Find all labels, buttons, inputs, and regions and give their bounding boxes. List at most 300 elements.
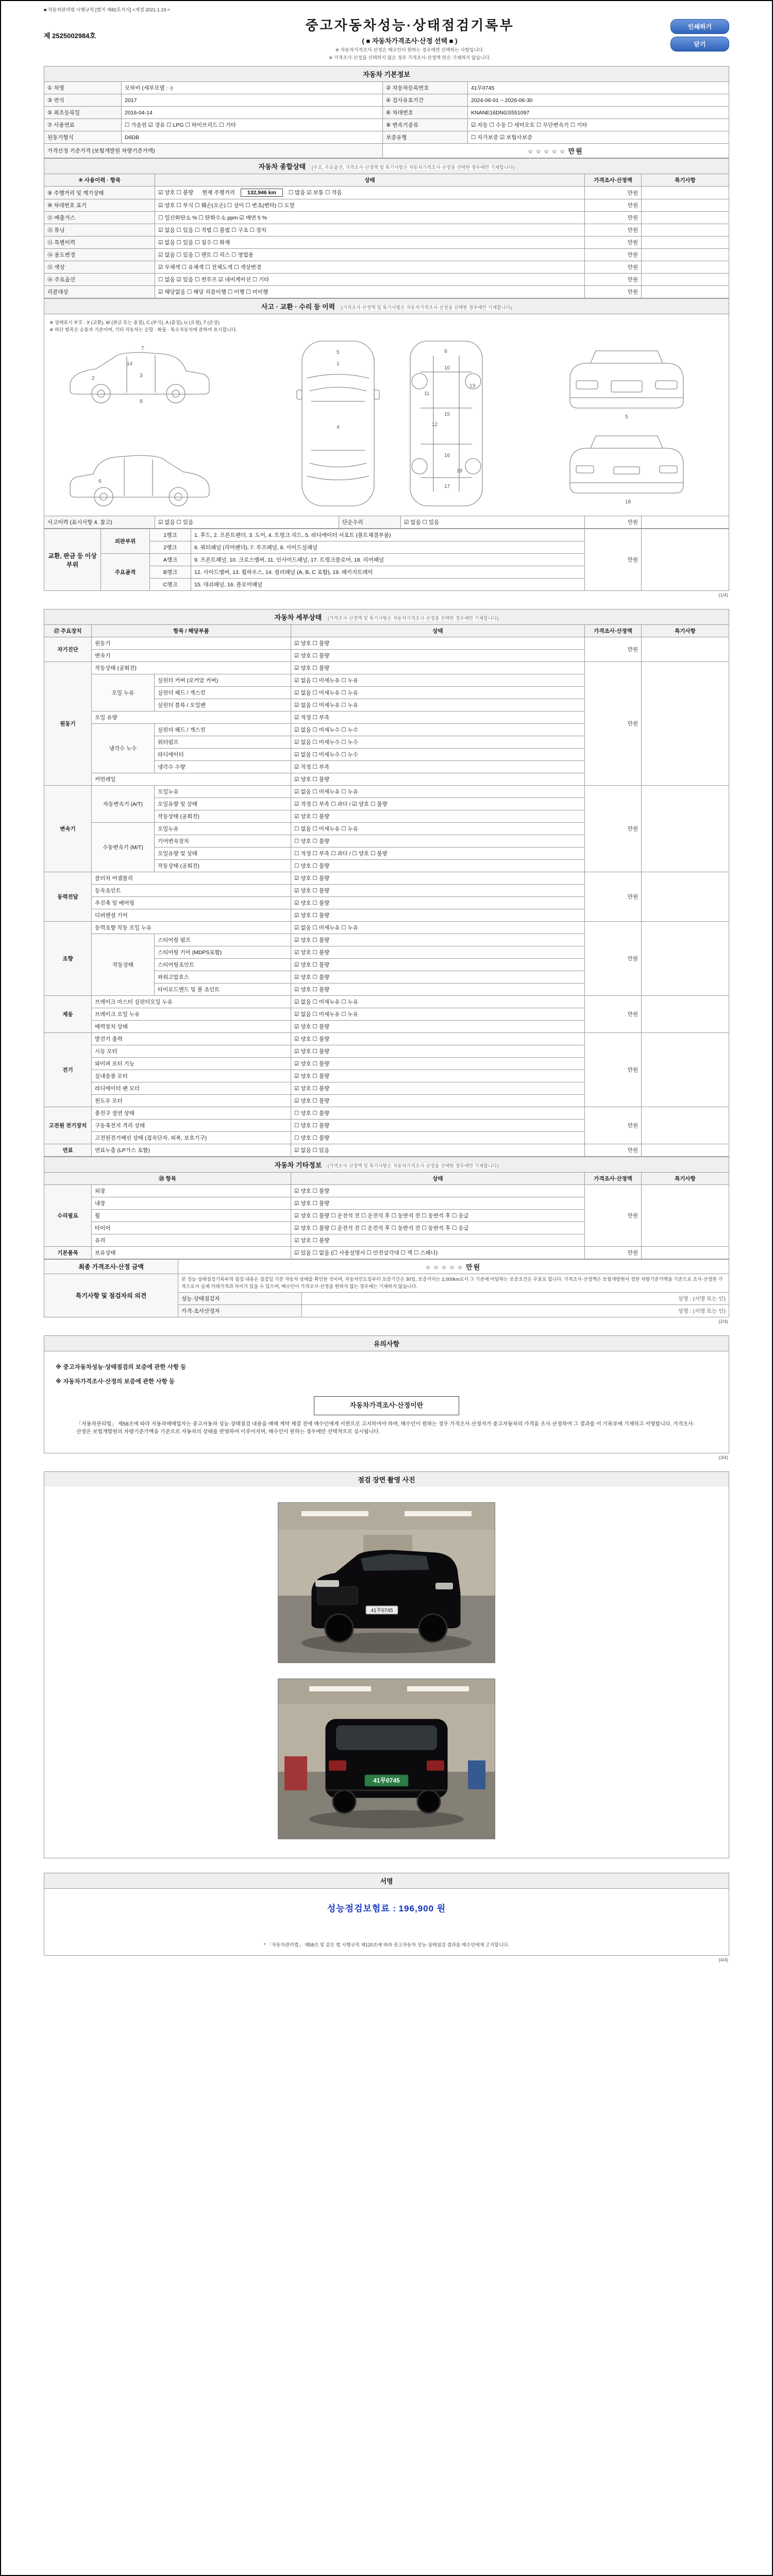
comprehensive-state-table [44,174,729,298]
label-cell: ⑬ 특별이력 [44,236,155,249]
label-cell: ⑧ 변속기종류 [383,119,468,131]
part-cell: 작동상태 (공회전) [155,860,291,872]
part-cell: 워터펌프 [155,736,291,749]
part-cell: 스티어링 펌프 [155,934,291,946]
appraiser-label: 가격·조사산정자 [178,1305,302,1317]
state-cell: ☑ 양호 ☐ 불량 [291,1082,585,1095]
part-cell: 스티어링 기어 (MDPS포함) [155,946,291,959]
price-appraisal-definition-title: 자동차가격조사·산정이란 [314,1396,459,1415]
item-cell: 구동축전지 격리 상태 [92,1120,291,1132]
state-cell: ☑ 양호 ☐ 불량 [291,1045,585,1058]
misc-info-table [44,1172,729,1259]
item-cell: 충전구 절연 상태 [92,1107,291,1120]
label-cell: ③ 연식 [44,94,122,107]
table-row [44,82,729,94]
item-cell: 디퍼렌셜 기어 [92,909,291,922]
state-cell: ☑ 양호 ☐ 불량 [291,872,585,885]
price-cell: 만원 [585,1107,642,1144]
note-cell [642,1144,729,1157]
state-cell: ☑ 양호 ☐ 불량 [291,909,585,922]
price-appraisal-definition-text: 「자동차관리법」 제58조에 따라 자동차매매업자는 중고자동차 성능·상태점검 내용을 매매 계약 체결 전에 매수인에게 서면으로 고지하여야 하며, 매수인이 원하는 경우 가격조사·산정자가 중고자동차의 가격을 조사·산정하여 그 결과를 이 기록부에 기재하고 서명합니다. 가격조사·산정은 보험개발원의 차량기준가액을 기준으로 자동차의 상태를 반영하여 이루어지며, 매수인이 원하는 경우에만 선택적으로 실시됩니다. [76,1421,695,1435]
note-cell [642,261,729,274]
label-cell: ⑮ 색상 [44,261,155,274]
rank-cell: C랭크 [150,579,191,591]
state-cell: ☑ 적정 ☐ 부족 ☐ 과다 / ☑ 양호 ☐ 불량 [291,798,585,810]
diagram-number: 17 [444,484,450,489]
part-cell: 실린더 커버 (로커암 커버) [155,674,291,687]
state-cell: ☑ 없음 ☐ 미세누수 ☐ 누수 [291,749,585,761]
sub-cell: 냉각수 누수 [92,724,155,773]
note-cell [642,224,729,236]
table-row [44,516,729,529]
state-cell: ☑ 양호 ☐ 불량 [291,637,585,650]
part-cell: 기어변속장치 [155,835,291,848]
value-cell: ☐ 가솔린 ☑ 경유 ☐ LPG ☐ 하이브리드 ☐ 기타 [122,119,383,131]
state-cell: ☐ 없음 ☐ 미세누유 ☐ 누유 [291,823,585,835]
note-cell [642,922,729,996]
item-cell: 실내송풍 모터 [92,1070,291,1082]
rank-cell: B랭크 [150,566,191,579]
note-cell [642,249,729,261]
label-cell: 원동기형식 [44,131,122,144]
header-cell: 상태 [291,1173,585,1185]
state-cell: ☑ 양호 ☐ 불량 [291,934,585,946]
rear-plate-text: 41무0745 [373,1776,400,1784]
state-cell: ☑ 양호 ☐ 불량 [291,810,585,823]
label-cell: ⑯ 주요옵션 [44,274,155,286]
items-cell: 9. 프론트패널, 10. 크로스멤버, 11. 인사이드패널, 17. 트렁크플로어, 18. 리어패널 [191,554,585,566]
sub-cell: 오일 누유 [92,674,155,711]
section-basic-title [44,66,729,81]
label-cell: ⑪ 배출가스 [44,212,155,224]
state-cell: ☑ 양호 ☐ 불량 [291,1033,585,1045]
exchange-label-cell: 교환, 판금 등 이상 부위 [44,529,101,591]
header-cell: ⑱ 항목 [44,1173,291,1185]
odometer-value: 132,946 km [241,189,283,197]
page-marker: (3/4) [718,1454,728,1460]
state-cell: ☑ 적정 ☐ 부족 [291,711,585,724]
front-plate-text: 41무0745 [371,1607,393,1614]
diagram-number: 14 [127,361,133,367]
note-cell [642,1033,729,1107]
state-cell: ☑ 양호 ☐ 불량 [291,984,585,996]
item-cell: 시동 모터 [92,1045,291,1058]
label-cell: ⑨ 주행거리 및 계기상태 [44,187,155,199]
inspection-photo-front [278,1502,495,1663]
value-cell: D6DB [122,131,383,144]
table-row [44,1033,729,1045]
section-misc-title [44,1157,729,1172]
table-row [44,119,729,131]
notices-part1-title: ※ 중고자동차성능·상태점검의 보증에 관한 사항 등 [56,1364,187,1370]
header-cell: 상태 [291,625,585,637]
state-cell: ☑ 양호 ☐ 부식 ☐ 훼손(오손) ☐ 상이 ☐ 변조(변타) ☐ 도말 [155,199,585,212]
state-cell: ☑ 양호 ☐ 불량 [291,946,585,959]
item-cell: 오일 유량 [92,711,291,724]
table-row [44,187,729,199]
part-cell: 오일누유 [155,786,291,798]
part-cell: 오일누유 [155,823,291,835]
price-cell: 만원 [585,996,642,1033]
part-cell: 라디에이터 [155,749,291,761]
table-row [44,922,729,934]
state-cell: ☑ 있음 ☐ 없음 (☐ 사용설명서 ☐ 안전삼각대 ☐ 잭 ☐ 스패너) [291,1247,585,1259]
page-marker: (2/4) [718,1319,728,1324]
state-cell: ☑ 양호 ☐ 불량 [291,897,585,909]
diagram-number: 18 [625,499,631,505]
value-cell: 2016-04-14 [122,107,383,119]
section-photos-title: 점검 장면 촬영 사진 [44,1471,729,1487]
exchange-rank-table [44,529,729,591]
label-cell: 가격산정 기준가격 (보험개발원 차량기준가액) [44,144,383,158]
state-cell: ☐ 양호 ☐ 불량 [291,1107,585,1120]
item-cell: 휠 [92,1210,291,1222]
dev-cell: 조향 [44,922,92,996]
item-cell: 브레이크 마스터 실린더오일 누유 [92,996,291,1008]
item-cell: 배력장치 상태 [92,1021,291,1033]
state-cell: ☑ 양호 ☐ 불량 [291,1058,585,1070]
items-cell: 6. 쿼터패널 (리어펜더), 7. 루프패널, 8. 사이드실패널 [191,541,585,554]
price-cell: 만원 [585,1247,642,1259]
table-header-row [44,174,729,187]
diagram-number: 5 [337,350,340,355]
note-cell [642,212,729,224]
table-header-row [44,625,729,637]
state-cell: ☑ 없음 ☐ 미세누유 ☐ 누유 [291,674,585,687]
page-marker: (4/4) [718,1957,728,1962]
section-note: (가격조사·산정액 및 특기사항은 자동차가격조사·산정을 선택한 경우에만 기재합니다) [327,1163,499,1168]
item-cell: 보유상태 [92,1247,291,1259]
label-cell: ④ 검사유효기간 [383,94,468,107]
rank-cell: 1랭크 [150,529,191,541]
state-cell: ☐ 양호 ☐ 불량 [291,1132,585,1144]
state-cell: ☑ 없음 ☐ 미세누유 ☐ 누유 [291,786,585,798]
accident-history-table [44,516,729,529]
price-cell: 만원 [585,236,642,249]
dev-cell: 고전원 전기장치 [44,1107,92,1144]
table-row [44,274,729,286]
table-row [44,1107,729,1120]
value-cell: 2017 [122,94,383,107]
note-cell [642,872,729,922]
part-cell: 실린더 블록 / 오일팬 [155,699,291,711]
item-cell: 등속조인트 [92,885,291,897]
table-row [44,1260,729,1274]
document-header [44,15,729,61]
title-block [160,15,660,61]
diagram-number: 4 [337,425,340,430]
section-note: (주요, 주요옵션, 가격조사·산정액 및 특기사항은 자동차가격조사·산정을 선택한 경우에만 기재합니다) [311,165,515,170]
appraiser-sign-cell: 성명 : (서명 또는 인) [302,1305,729,1317]
state-cell: ☑ 해당없음 ☐ 해당 리콜이행 ☐ 이행 ☐ 미이행 [155,286,585,298]
table-row [44,786,729,798]
notices-title: 유의사항 [44,1336,729,1351]
state-cell: ☑ 양호 ☐ 불량 ☐ 운전석 전 ☐ 운전석 후 ☐ 동반석 전 ☐ 동반석 후 ☐ 응급 [291,1222,585,1234]
print-button[interactable]: 인쇄하기 [670,19,729,34]
section-title-text: 자동차 종합상태 [258,163,306,171]
label-cell: 리콜대상 [44,286,155,298]
note-cell [642,637,729,662]
final-amount-table [44,1259,729,1317]
state-cell: ☑ 양호 ☐ 불량 [291,773,585,786]
state-cell: ☑ 양호 ☐ 불량 [291,1070,585,1082]
state-cell: ☑ 양호 ☐ 불량 [291,959,585,971]
state-cell: ☑ 양호 ☐ 불량 ☐ 운전석 전 ☐ 운전석 후 ☐ 동반석 전 ☐ 동반석 후 ☐ 응급 [291,1210,585,1222]
group-cell: 외판부위 [101,529,150,554]
basic-info-table [44,81,729,158]
table-row [44,996,729,1008]
insurance-premium-label: 성능점검보험료 : [327,1903,397,1913]
dev-cell: 동력전달 [44,872,92,922]
state-cell: ☑ 무채색 ☐ 유채색 ☐ 전체도색 ☐ 색상변경 [155,261,585,274]
header-cell: 항목 / 해당부품 [92,625,291,637]
page-subtitle: ( ■ 자동차가격조사·산정 선택 ■ ) [362,37,458,45]
notices-box [44,1335,729,1453]
base-price-cell: ○ ○ ○ ○ ○ 만원 [383,144,729,158]
item-cell: 원동기 [92,637,291,650]
diagram-number: 13 [469,383,476,389]
label-cell: ⑥ 차대번호 [383,107,468,119]
misc-table-body [44,1185,729,1259]
dev-cell: 원동기 [44,662,92,786]
price-cell: 만원 [585,872,642,922]
table-row [44,662,729,674]
table-row [44,131,729,144]
table-row [44,637,729,650]
label-cell: 단순수리 [339,516,401,529]
item-cell: 고전원전기배선 상태 (접속단자, 피복, 보호기구) [92,1132,291,1144]
price-cell: 만원 [585,1144,642,1157]
part-cell: 파워고압호스 [155,971,291,984]
part-cell: 냉각수 수량 [155,761,291,773]
sub-cell: 작동상태 [92,934,155,996]
damage-diagram-area [44,314,729,516]
item-cell: 커먼레일 [92,773,291,786]
state-cell: ☑ 양호 ☐ 불량 [291,650,585,662]
section-comp-title [44,158,729,174]
price-cell: 만원 [585,637,642,662]
price-cell: 만원 [585,1033,642,1107]
inspector-sign-cell: 성명 : (서명 또는 인) [302,1293,729,1305]
car-side-view-diagram-2 [70,455,209,506]
diagram-number: 6 [98,479,102,484]
dev-cell: 연료 [44,1144,92,1157]
photos-area [44,1487,729,1858]
note-cell [642,187,729,199]
inspection-photo-rear [278,1679,495,1839]
subtitle-note-1: ※ 자동차가격조사·산정은 매수인이 원하는 경우에만 선택하는 사항입니다. [335,47,484,53]
dev-cell: 변속기 [44,786,92,872]
form-reference: ■ 자동차관리법 시행규칙 [별지 제82호서식] <개정 2021.1.19.> [44,7,170,12]
value-cell: 모하비 (세부모델 : -) [122,82,383,94]
diagram-number: 2 [92,376,95,381]
part-cell: 타이로드엔드 및 볼 조인트 [155,984,291,996]
note-cell [642,1185,729,1247]
table-row [44,286,729,298]
table-row [44,236,729,249]
diagram-number: 10 [444,365,450,371]
price-cell: 만원 [585,786,642,872]
header-cell: 상태 [155,174,585,187]
header-cell: ⑰ 주요장치 [44,625,92,637]
header-cell: 특기사항 [642,625,729,637]
label-cell: 사고이력 (표시사항 4. 참고) [44,516,155,529]
section-detail-title [44,609,729,624]
dev-cell: 수리필요 [44,1185,92,1247]
label-cell: 보증유형 [383,131,468,144]
state-cell: ☑ 없음 ☐ 있음 [401,516,585,529]
note-cell [642,274,729,286]
item-cell: 유리 [92,1234,291,1247]
state-cell [155,187,585,199]
note-cell [642,786,729,872]
price-cell: 만원 [585,286,642,298]
state-cell: ☑ 없음 ☐ 미세누유 ☐ 누유 [291,687,585,699]
value-cell: 2024-06-01 ~ 2026-06-30 [468,94,729,107]
car-rear-view-diagram [570,436,683,493]
doc-number: 제 2525002984호 [44,32,96,40]
note-cell [642,1107,729,1144]
signature-area [44,1889,729,1937]
item-cell: 내장 [92,1197,291,1210]
diagram-number: 8 [140,399,143,404]
rank-cell: 2랭크 [150,541,191,554]
state-cell: ☐ 양호 ☐ 불량 [291,860,585,872]
page-marker: (1/4) [718,592,728,598]
table-row [44,249,729,261]
diagram-number: 5 [625,414,628,420]
state-cell: ☑ 없음 ☐ 미세누유 ☐ 누유 [291,996,585,1008]
table-header-row [44,1173,729,1185]
table-row [44,872,729,885]
rank-cell: A랭크 [150,554,191,566]
document [44,6,729,1962]
table-row [44,529,729,541]
item-cell: 윈도우 모터 [92,1095,291,1107]
value-cell: KNANE16DNGS551097 [468,107,729,119]
section-title-text: 자동차 세부상태 [274,614,322,621]
group-cell: 주요골격 [101,554,150,591]
car-front-view-diagram [570,351,683,408]
dev-cell: 자기진단 [44,637,92,662]
table-row [44,1247,729,1259]
state-cell: ☑ 양호 ☐ 불량 [291,885,585,897]
state-cell: ☑ 양호 ☐ 불량 [291,1021,585,1033]
header-buttons [660,15,729,52]
mileage-level: ☐ 많음 ☑ 보통 ☐ 적음 [288,190,342,196]
part-cell: 실린더 헤드 / 개스킷 [155,687,291,699]
section-title-text: 사고 · 교환 · 수리 등 이력 [261,303,335,311]
note-cell [642,286,729,298]
state-cell: ☑ 양호 ☐ 불량 [291,1234,585,1247]
car-damage-diagram [49,333,724,514]
item-cell: 브레이크 오일 누유 [92,1008,291,1021]
price-cell: 만원 [585,212,642,224]
header-cell: ⑨ 사용이력 · 항목 [44,174,155,187]
state-cell: ☑ 없음 ☐ 있음 ☐ 침수 ☐ 화재 [155,236,585,249]
diagram-number: 11 [424,391,430,397]
price-cell: 만원 [585,261,642,274]
price-cell: 만원 [585,662,642,786]
state-cell: ☐ 일산화탄소 % ☐ 탄화수소 ppm ☑ 매연 5 % [155,212,585,224]
close-button[interactable]: 닫기 [670,37,729,52]
items-cell: 12. 사이드멤버, 13. 휠하우스, 14. 필러패널 (A, B, C 포함), 19. 패키지트레이 [191,566,585,579]
diagram-number: 12 [432,422,438,428]
value-cell: ☐ 자가보증 ☑ 보험사보증 [468,131,729,144]
diagram-number: 3 [140,373,143,379]
mileage-state: ☑ 양호 ☐ 불량 [158,190,194,196]
diagram-number: 9 [444,349,447,354]
table-row [44,1185,729,1197]
state-cell: ☑ 없음 ☐ 미세누유 ☐ 누유 [291,1008,585,1021]
subtitle-note-2: ※ 가격조사·산정을 선택하지 않은 경우 가격조사·산정액 란은 기재하지 않습니다. [328,55,491,60]
section-title-text: 자동차 기본정보 [363,71,410,78]
dev-cell: 전기 [44,1033,92,1107]
section-accident-title [44,298,729,314]
table-row [44,1274,729,1293]
state-cell: ☑ 양호 ☐ 불량 [291,1197,585,1210]
label-cell: ② 자동차등록번호 [383,82,468,94]
final-amount-label: 최종 가격조사·산정 금액 [44,1260,178,1274]
part-cell: 오일유량 및 상태 [155,848,291,860]
diagram-number: 1 [337,361,340,367]
label-cell: ⑤ 최초등록일 [44,107,122,119]
table-row [44,224,729,236]
dev-cell: 제동 [44,996,92,1033]
price-cell: 만원 [585,224,642,236]
part-cell: 실린더 헤드 / 개스킷 [155,724,291,736]
label-cell: ⑩ 차대번호 표기 [44,199,155,212]
item-cell: 추진축 및 베어링 [92,897,291,909]
table-row [44,107,729,119]
state-cell: ☑ 양호 ☐ 불량 [291,1095,585,1107]
label-cell: ① 차명 [44,82,122,94]
header-cell: 특기사항 [642,174,729,187]
items-cell: 1. 후드, 2. 프론트펜더, 3. 도어, 4. 트렁크 리드, 5. 라디에이터 서포트 (볼트체결부품) [191,529,585,541]
item-cell: 타이어 [92,1222,291,1234]
signature-box [44,1873,729,1956]
state-cell: ☑ 없음 ☐ 미세누수 ☐ 누수 [291,736,585,749]
diagram-legend-1: ※ 상태표시 부호 : X (교환), W (판금 또는 용접), C (부식), A (흠집), U (요철), T (손상) [49,320,220,325]
section-title-text: 자동차 기타정보 [274,1161,322,1169]
item-cell: 외장 [92,1185,291,1197]
state-cell: ☐ 적정 ☐ 부족 ☐ 과다 / ☐ 양호 ☐ 불량 [291,848,585,860]
table-row [44,144,729,158]
sub-cell: 수동변속기 (M/T) [92,823,155,872]
diagram-number: 15 [444,412,450,417]
state-cell: ☑ 없음 ☐ 미세누수 ☐ 누수 [291,724,585,736]
opinion-label-cell: 특기사항 및 점검자의 의견 [44,1274,178,1317]
part-cell: 작동상태 (공회전) [155,810,291,823]
note-cell [642,662,729,786]
diagram-number: 16 [444,453,450,459]
price-cell: 만원 [585,274,642,286]
value-cell: ☑ 자동 ☐ 수동 ☐ 세미오토 ☐ 무단변속기 ☐ 기타 [468,119,729,131]
detail-state-table [44,624,729,1157]
item-cell: 변속기 [92,650,291,662]
state-cell: ☑ 없음 ☐ 있음 ☐ 적법 ☐ 불법 ☐ 구조 ☐ 장치 [155,224,585,236]
price-cell: 만원 [585,249,642,261]
header-cell: 가격조사·산정액 [585,625,642,637]
table-row [44,261,729,274]
table-row [44,212,729,224]
header-cell: 특기사항 [642,1173,729,1185]
note-cell [642,199,729,212]
diagram-legend-2: ※ 하단 항목은 승용차 기준이며, 기타 자동차는 승합 · 화물 · 특수자동차에 준하여 표시합니다. [49,327,238,332]
note-cell [642,1247,729,1259]
state-cell: ☑ 양호 ☐ 불량 [291,971,585,984]
odometer-label: 현재 주행거리 [202,190,235,196]
